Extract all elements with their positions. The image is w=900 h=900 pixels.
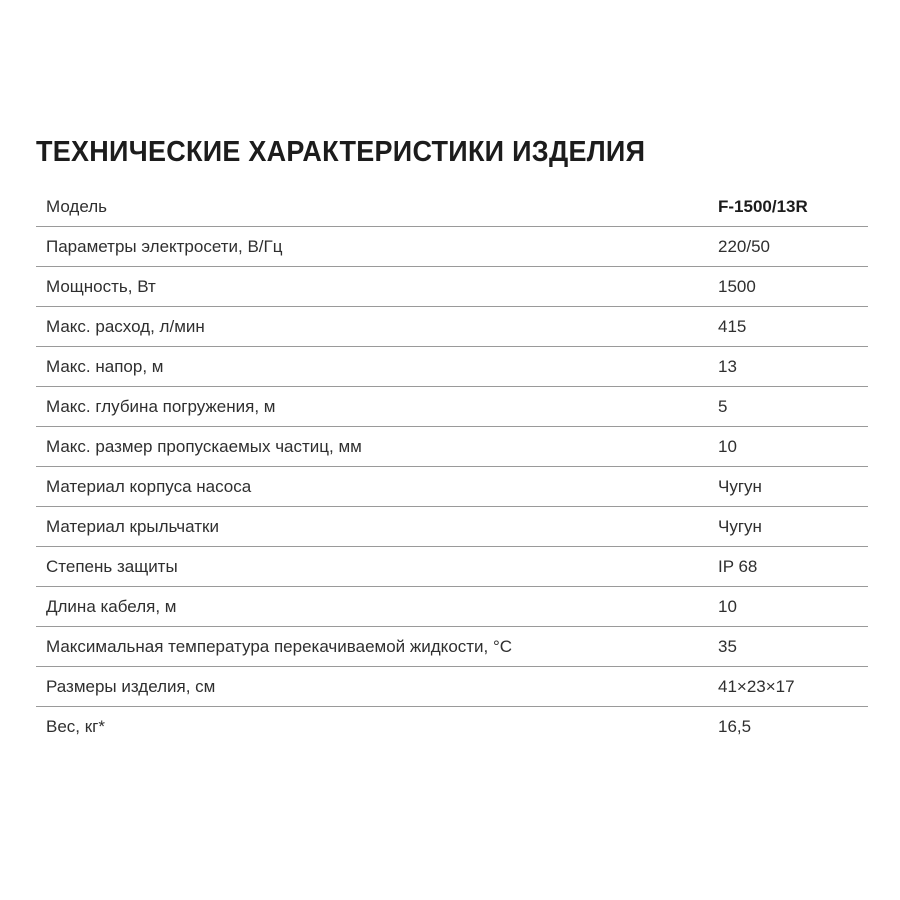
spec-label: Мощность, Вт — [36, 267, 709, 307]
spec-label: Размеры изделия, см — [36, 667, 709, 707]
spec-value: Чугун — [709, 467, 868, 507]
spec-value: 16,5 — [718, 716, 752, 736]
table-row — [36, 427, 868, 467]
spec-value: 10 — [709, 427, 868, 467]
table-row — [36, 627, 868, 667]
spec-value: 5 — [709, 387, 868, 427]
page-title: ТЕХНИЧЕСКИЕ ХАРАКТЕРИСТИКИ ИЗДЕЛИЯ — [36, 136, 646, 168]
table-row-model — [36, 187, 868, 227]
spec-value: 1500 — [709, 267, 868, 307]
table-row — [36, 587, 868, 627]
spec-label: Вес, кг* — [46, 716, 105, 736]
spec-value: 35 — [709, 627, 868, 667]
spec-value: 13 — [709, 347, 868, 387]
spec-value: Чугун — [709, 507, 868, 547]
spec-value: F-1500/13R — [709, 187, 868, 227]
table-row — [36, 507, 868, 547]
table-row — [36, 267, 868, 307]
table-row — [36, 227, 868, 267]
spec-label: Модель — [36, 187, 709, 227]
spec-label: Длина кабеля, м — [36, 587, 709, 627]
spec-value: 10 — [709, 587, 868, 627]
spec-label: Макс. расход, л/мин — [36, 307, 709, 347]
spec-value: IP 68 — [709, 547, 868, 587]
spec-label: Макс. размер пропускаемых частиц, мм — [36, 427, 709, 467]
table-row — [36, 467, 868, 507]
table-row — [36, 387, 868, 427]
table-row — [36, 347, 868, 387]
spec-label: Макс. глубина погружения, м — [36, 387, 709, 427]
spec-label: Материал крыльчатки — [36, 507, 709, 547]
table-row — [36, 707, 868, 747]
spec-value: 415 — [709, 307, 868, 347]
table-row — [36, 547, 868, 587]
spec-label: Степень защиты — [36, 547, 709, 587]
spec-value: 220/50 — [709, 227, 868, 267]
table-row — [36, 667, 868, 707]
spec-value: 41×23×17 — [709, 667, 868, 707]
spec-label: Материал корпуса насоса — [36, 467, 709, 507]
spec-label: Максимальная температура перекачиваемой жидкости, °С — [36, 627, 709, 667]
spec-table — [36, 187, 868, 746]
table-row — [36, 307, 868, 347]
spec-label: Параметры электросети, В/Гц — [36, 227, 709, 267]
spec-label: Макс. напор, м — [36, 347, 709, 387]
